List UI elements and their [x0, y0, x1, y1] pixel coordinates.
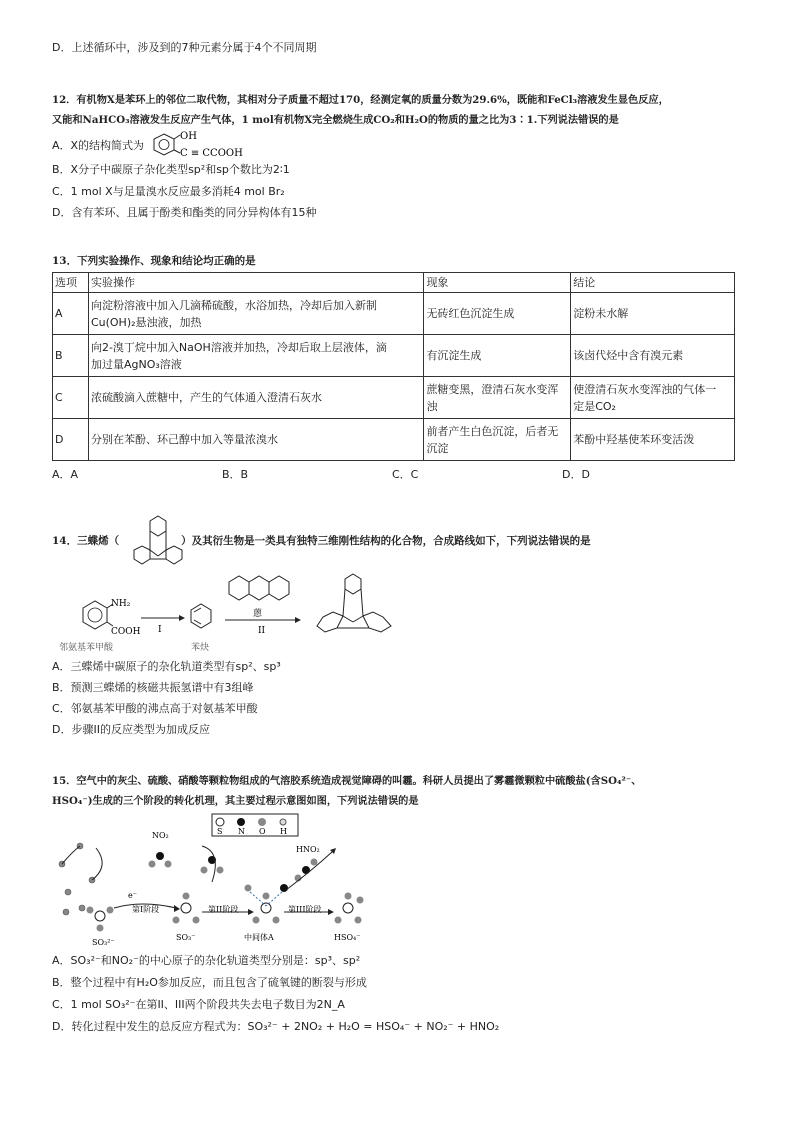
q12-option-c: C．1 mol X与足量溴水反应最多消耗4 mol Br₂ [52, 185, 285, 198]
legend-n: N [238, 827, 245, 836]
row-option: A [53, 293, 89, 335]
header-conclusion: 结论 [571, 273, 735, 293]
row-phenomenon [424, 419, 571, 461]
row-phenomenon-line: 前者产生白色沉淀，后者无 [426, 424, 559, 438]
q13-stem: 13．下列实验操作、现象和结论均正确的是 [52, 255, 256, 267]
stage1-label: 第I阶段 [132, 905, 160, 914]
hso4-label: HSO₄⁻ [334, 933, 361, 942]
table-header-row [53, 273, 735, 293]
table-row [53, 335, 735, 377]
so3-label: SO₃⁻ [176, 933, 196, 942]
q14-option-a: A．三蝶烯中碳原子的杂化轨道类型有sp²、sp³ [52, 660, 281, 673]
table-row [53, 377, 735, 419]
hno2-label: HNO₂ [296, 845, 320, 854]
so3-2-label: SO₃²⁻ [92, 938, 115, 947]
q12-chain-label: C ≡ CCOOH [180, 148, 243, 159]
row-conclusion-line: 使澄清石灰水变浑浊的气体一 [573, 382, 717, 396]
q12-option-a-prefix: A．X的结构简式为 [52, 139, 145, 152]
row-option: C [53, 377, 89, 419]
q12-option-d: D．含有苯环、且属于酚类和酯类的同分异构体有15种 [52, 206, 317, 219]
row-operation [88, 293, 423, 335]
row-operation-line: 向2-溴丁烷中加入NaOH溶液并加热，冷却后取上层液体，滴 [90, 340, 387, 354]
q13-choice-c: C．C [392, 468, 419, 481]
q15-option-c: C．1 mol SO₃²⁻在第II、III两个阶段共失去电子数目为2N_A [52, 998, 345, 1011]
row-operation [88, 335, 423, 377]
q13-choice-b: B．B [222, 468, 249, 481]
q15-mechanism-diagram [52, 812, 382, 948]
header-operation: 实验操作 [88, 273, 423, 293]
q14-stem-prefix: 14．三蝶烯（ [52, 535, 120, 547]
q15-stem-line2: HSO₄⁻)生成的三个阶段的转化机理，其主要过程示意图如图，下列说法错误的是 [52, 795, 419, 807]
triptycene-inline-structure [128, 512, 188, 574]
legend-o: O [259, 827, 266, 836]
q12-stem-line1: 12．有机物X是苯环上的邻位二取代物，其相对分子质量不超过170，经测定氧的质量分数为29.6%，既能和FeCl₃溶液发生显色反应， [52, 94, 669, 106]
q12-stem-line2: 又能和NaHCO₃溶液发生反应产生气体，1 mol有机物X完全燃烧生成CO₂和H₂O的物质的量之比为3∶1.下列说法错误的是 [52, 114, 619, 126]
q13-choice-a: A．A [52, 468, 79, 481]
no2-label: NO₂ [152, 831, 169, 840]
row-phenomenon-line: 沉淀 [426, 441, 449, 455]
row-phenomenon: 有沉淀生成 [424, 335, 571, 377]
q13-choices [52, 467, 732, 483]
step2-label: II [258, 626, 266, 636]
row-operation-line: 加过量AgNO₃溶液 [90, 357, 182, 371]
electron-label: e⁻ [128, 891, 137, 900]
header-phenomenon: 现象 [424, 273, 571, 293]
row-operation: 浓硫酸滴入蔗糖中，产生的气体通入澄清石灰水 [88, 377, 423, 419]
q14-synthesis-route-diagram [55, 568, 415, 664]
row-phenomenon [424, 377, 571, 419]
anthracene-label: 蒽 [253, 609, 263, 619]
legend-h: H [280, 827, 287, 836]
row-option: D [53, 419, 89, 461]
q15-option-a: A．SO₃²⁻和NO₂⁻的中心原子的杂化轨道类型分别是：sp³、sp² [52, 954, 361, 967]
q12-option-b: B．X分子中碳原子杂化类型sp²和sp个数比为2∶1 [52, 163, 290, 176]
benzyne-name: 苯炔 [191, 643, 210, 653]
q11-option-d: D．上述循环中，涉及到的7种元素分属于4个不同周期 [52, 41, 317, 54]
reactant-name: 邻氨基苯甲酸 [59, 643, 114, 653]
q15-option-d: D．转化过程中发生的总反应方程式为：SO₃²⁻ + 2NO₂ + H₂O = HSO₄⁻ + NO₂⁻ + HNO₂ [52, 1020, 500, 1033]
row-conclusion-line: 定是CO₂ [573, 399, 616, 413]
header-option: 选项 [53, 273, 89, 293]
q14-option-b: B．预测三蝶烯的核磁共振氢谱中有3组峰 [52, 681, 254, 694]
q13-choice-d: D．D [562, 468, 590, 481]
legend-s: S [217, 827, 223, 836]
q14-option-d: D．步骤II的反应类型为加成反应 [52, 723, 210, 736]
row-option: B [53, 335, 89, 377]
stage2-label: 第II阶段 [208, 905, 239, 914]
q15-stem-line1: 15．空气中的灰尘、硫酸、硝酸等颗粒物组成的气溶胶系统造成视觉障碍的叫霾。科研人员提出了雾霾微颗粒中硫酸盐(含SO₄²⁻、 [52, 775, 642, 787]
q12-structure-diagram [150, 128, 250, 162]
table-row [53, 419, 735, 461]
intermediate-label: 中间体A [244, 933, 274, 942]
row-conclusion: 淀粉未水解 [571, 293, 735, 335]
row-conclusion: 苯酚中羟基使苯环变活泼 [571, 419, 735, 461]
row-conclusion: 该卤代烃中含有溴元素 [571, 335, 735, 377]
q15-option-b: B．整个过程中有H₂O参加反应，而且包含了硫氧键的断裂与形成 [52, 976, 367, 989]
q13-table [52, 272, 735, 461]
q12-oh-label: OH [180, 131, 197, 142]
nh2-label: NH₂ [111, 599, 131, 609]
q14-stem-suffix: ）及其衍生物是一类具有独特三维刚性结构的化合物，合成路线如下，下列说法错误的是 [181, 535, 591, 547]
q12-option-a [52, 138, 144, 154]
stage3-label: 第III阶段 [288, 905, 322, 914]
row-phenomenon-line: 浊 [426, 399, 438, 413]
row-conclusion [571, 377, 735, 419]
row-operation: 分别在苯酚、环己醇中加入等量浓溴水 [88, 419, 423, 461]
q14-option-c: C．邻氨基苯甲酸的沸点高于对氨基苯甲酸 [52, 702, 258, 715]
cooh-label: COOH [111, 627, 141, 637]
row-phenomenon-line: 蔗糖变黑，澄清石灰水变浑 [426, 382, 559, 396]
row-phenomenon: 无砖红色沉淀生成 [424, 293, 571, 335]
step1-label: I [158, 625, 162, 635]
table-row [53, 293, 735, 335]
row-operation-line: Cu(OH)₂悬浊液，加热 [90, 315, 202, 329]
row-operation-line: 向淀粉溶液中加入几滴稀硫酸，水浴加热，冷却后加入新制 [90, 298, 377, 312]
